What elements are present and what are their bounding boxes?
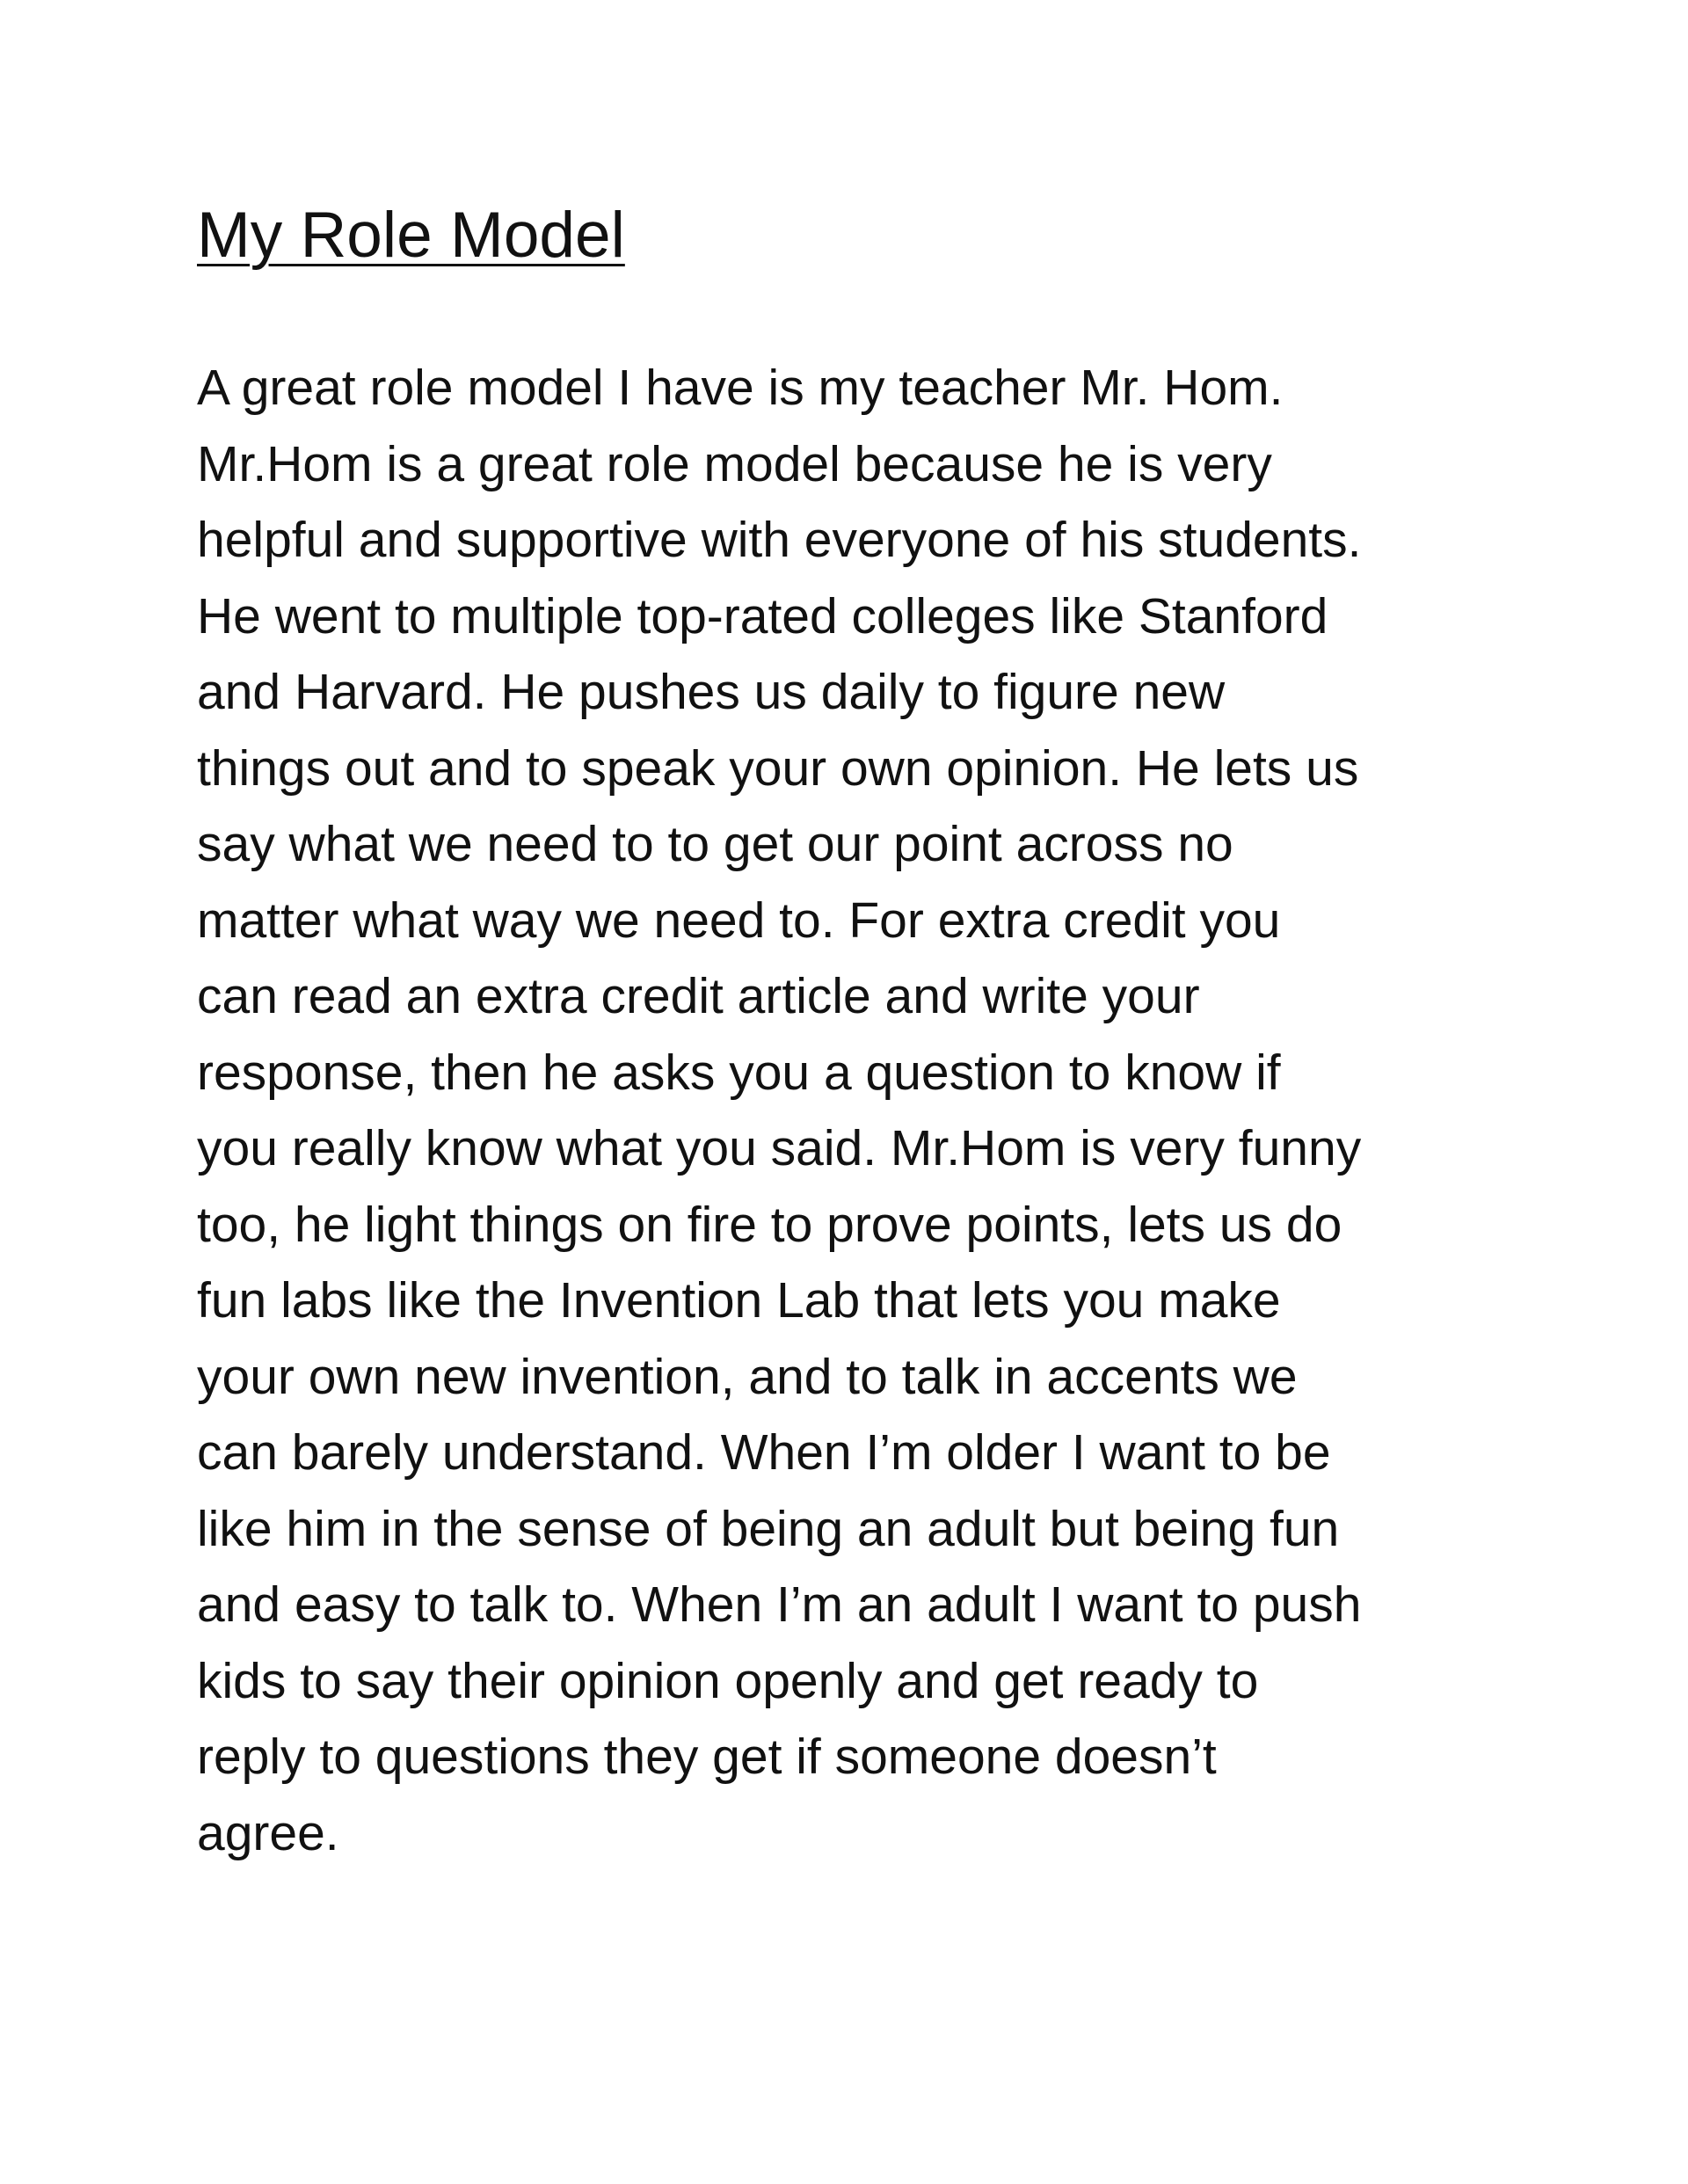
essay-line: helpful and supportive with everyone of his students. [197, 512, 1362, 568]
essay-body [197, 350, 1533, 1871]
document-title: My Role Model [197, 200, 625, 271]
essay-line: matter what way we need to. For extra credit you [197, 892, 1281, 949]
essay-line: response, then he asks you a question to know if [197, 1044, 1281, 1101]
essay-line: things out and to speak your own opinion. He lets us [197, 739, 1359, 797]
essay-line: say what we need to to get our point across no [197, 816, 1233, 872]
essay-line: A great role model I have is my teacher Mr. Hom. [197, 360, 1284, 416]
essay-line: He went to multiple top-rated colleges like Stanford [197, 587, 1328, 644]
essay-line: reply to questions they get if someone doesn’t [197, 1729, 1217, 1785]
essay-line: and easy to talk to. When I’m an adult I want to push [197, 1576, 1362, 1633]
essay-line: you really know what you said. Mr.Hom is very funny [197, 1120, 1362, 1176]
essay-line: agree. [197, 1804, 339, 1861]
essay-line: Mr.Hom is a great role model because he is very [197, 435, 1272, 492]
essay-line: too, he light things on fire to prove points, lets us do [197, 1196, 1342, 1253]
essay-line: and Harvard. He pushes us daily to figure new [197, 664, 1226, 720]
essay-line: your own new invention, and to talk in accents we [197, 1348, 1298, 1405]
essay-line: kids to say their opinion openly and get ready to [197, 1652, 1259, 1709]
essay-line: fun labs like the Invention Lab that lets you make [197, 1272, 1281, 1329]
essay-line: can barely understand. When I’m older I want to be [197, 1424, 1331, 1481]
essay-line: can read an extra credit article and write your [197, 968, 1200, 1024]
essay-line: like him in the sense of being an adult but being fun [197, 1500, 1340, 1557]
